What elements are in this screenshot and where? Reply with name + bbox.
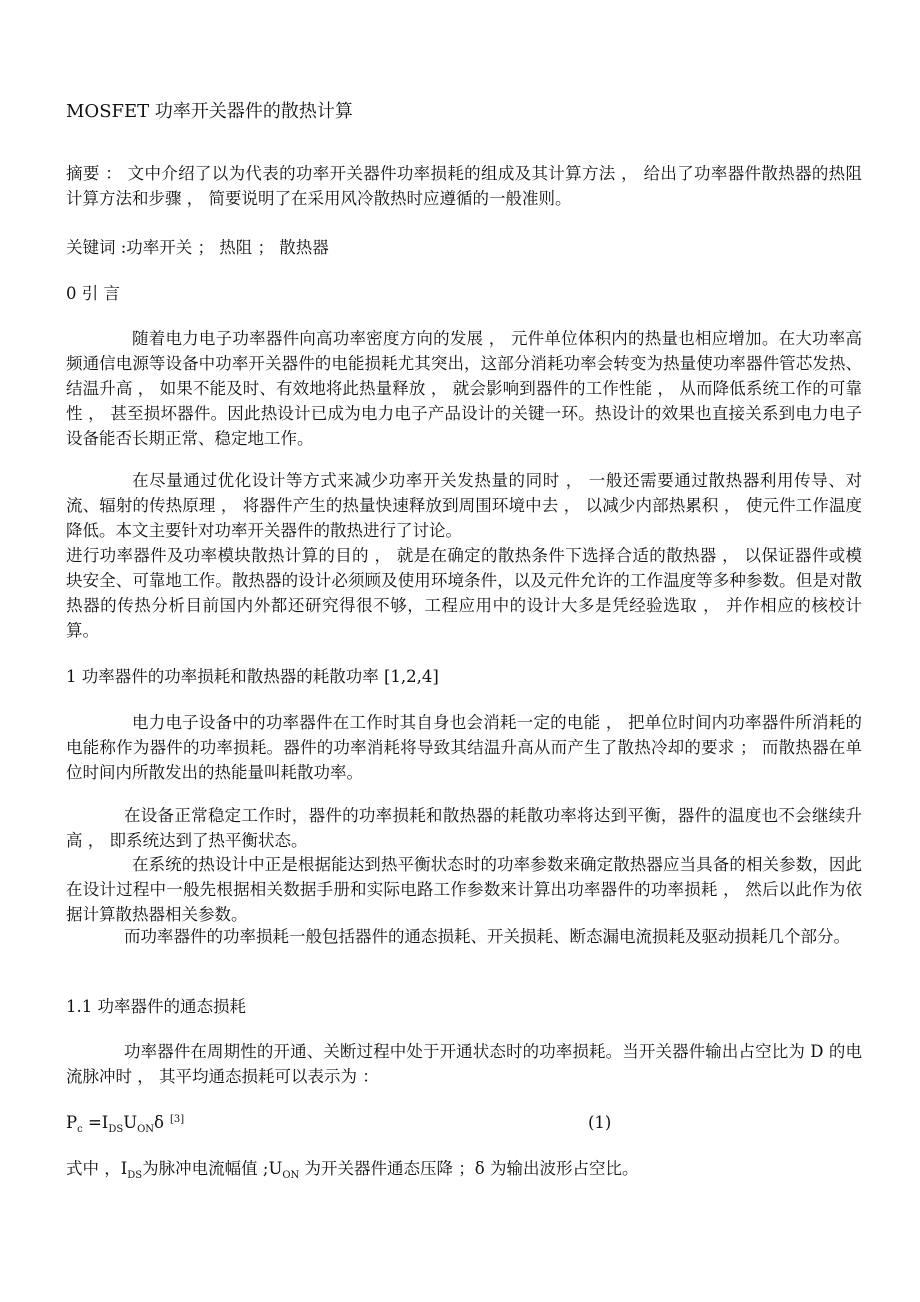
eq-current-symbol: =I xyxy=(82,1113,109,1132)
eq-voltage-symbol: U xyxy=(123,1113,138,1132)
abstract-paragraph: 摘要 ： 文中介绍了以为代表的功率开关器件功率损耗的组成及其计算方法 ， 给出了功率器件散热器的热阻计算方法和步骤 ， 简要说明了在采用风冷散热时应遵循的一般准则。 xyxy=(66,164,862,208)
section-0-heading: 0 引 言 xyxy=(66,284,120,303)
section-1-heading: 1 功率器件的功率损耗和散热器的耗散功率 [1,2,4] xyxy=(66,667,439,686)
document-title: MOSFET 功率开关器件的散热计算 xyxy=(66,101,353,122)
equation-explanation xyxy=(66,1156,862,1181)
eq-duty-symbol: δ xyxy=(154,1113,164,1132)
explain-pre: 式中 ，I xyxy=(66,1159,128,1178)
section-1-paragraph-2: 在设备正常稳定工作时，器件的功率损耗和散热器的耗散功率将达到平衡，器件的温度也不会继续升高 ， 即系统达到了热平衡状态。 xyxy=(66,806,862,850)
section-1-1-paragraph: 功率器件在周期性的开通、关断过程中处于开通状态时的功率损耗。当开关器件输出占空比为 D 的电流脉冲时 ， 其平均通态损耗可以表示为 ： xyxy=(66,1042,862,1086)
eq-voltage-subscript: ON xyxy=(137,1124,155,1135)
eq-current-subscript: DS xyxy=(108,1124,124,1135)
keywords-line: 关键词 :功率开关 ； 热阻 ； 散热器 xyxy=(66,238,329,257)
equation-number: (1) xyxy=(588,1113,612,1132)
eq-power-subscript: c xyxy=(77,1124,83,1135)
section-1-1-heading: 1.1 功率器件的通态损耗 xyxy=(66,997,246,1016)
explain-current-subscript: DS xyxy=(127,1170,143,1181)
section-1-paragraph-3: 在系统的热设计中正是根据能达到热平衡状态时的功率参数来确定散热器应当具备的相关参数，因此在设计过程中一般先根据相关数据手册和实际电路工作参数来计算出功率器件的功率损耗 ， 然后以此作为依据计算散热器相关参数。 xyxy=(66,855,862,924)
intro-paragraph-3: 进行功率器件及功率模块散热计算的目的 ， 就是在确定的散热条件下选择合适的散热器 ， 以保证器件或模块安全、可靠地工作。散热器的设计必须顾及使用环境条件，以及元件允许的工作温度等多种参数。但是对散热器的传热分析目前国内外都还研究得很不够，工程应用中的设计大多是凭经验选取 ， 并作相应的核校计算。 xyxy=(66,546,862,640)
intro-paragraph-2: 在尽量通过优化设计等方式来减少功率开关发热量的同时 ， 一般还需要通过散热器利用传导、对流、辐射的传热原理 ， 将器件产生的热量快速释放到周围环境中去 ， 以减少内部热累积 ， 使元件工作温度降低。本文主要针对功率开关器件的散热进行了讨论。 xyxy=(66,471,862,540)
eq-reference: [3] xyxy=(169,1114,185,1125)
eq-power-symbol: P xyxy=(66,1113,78,1132)
intro-paragraph-1: 随着电力电子功率器件向高功率密度方向的发展 ， 元件单位体积内的热量也相应增加。在大功率高频通信电源等设备中功率开关器件的电能损耗尤其突出，这部分消耗功率会转变为热量使功率器件管芯发热、结温升高 ， 如果不能及时、有效地将此热量释放 ， 就会影响到器件的工作性能 ， 从而降低系统工作的可靠性 ， 甚至损坏器件。因此热设计已成为电力电子产品设计的关键一环。热设计的效果也直接关系到电力电子设备能否长期正常、稳定地工作。 xyxy=(66,329,862,448)
explain-mid: 为脉冲电流幅值 ;U xyxy=(142,1159,283,1178)
section-1-paragraph-4: 而功率器件的功率损耗一般包括器件的通态损耗、开关损耗、断态漏电流损耗及驱动损耗几个部分。 xyxy=(124,927,850,946)
explain-voltage-subscript: ON xyxy=(282,1170,300,1181)
section-1-paragraph-1: 电力电子设备中的功率器件在工作时其自身也会消耗一定的电能 ， 把单位时间内功率器件所消耗的电能称作为器件的功率损耗。器件的功率消耗将导致其结温升高从而产生了散热冷却的要求 ； 而散热器在单位时间内所散发出的热能量叫耗散功率。 xyxy=(66,713,862,782)
explain-post: 为开关器件通态压降 ；δ 为输出波形占空比。 xyxy=(299,1159,639,1178)
equation-1 xyxy=(66,1110,862,1135)
